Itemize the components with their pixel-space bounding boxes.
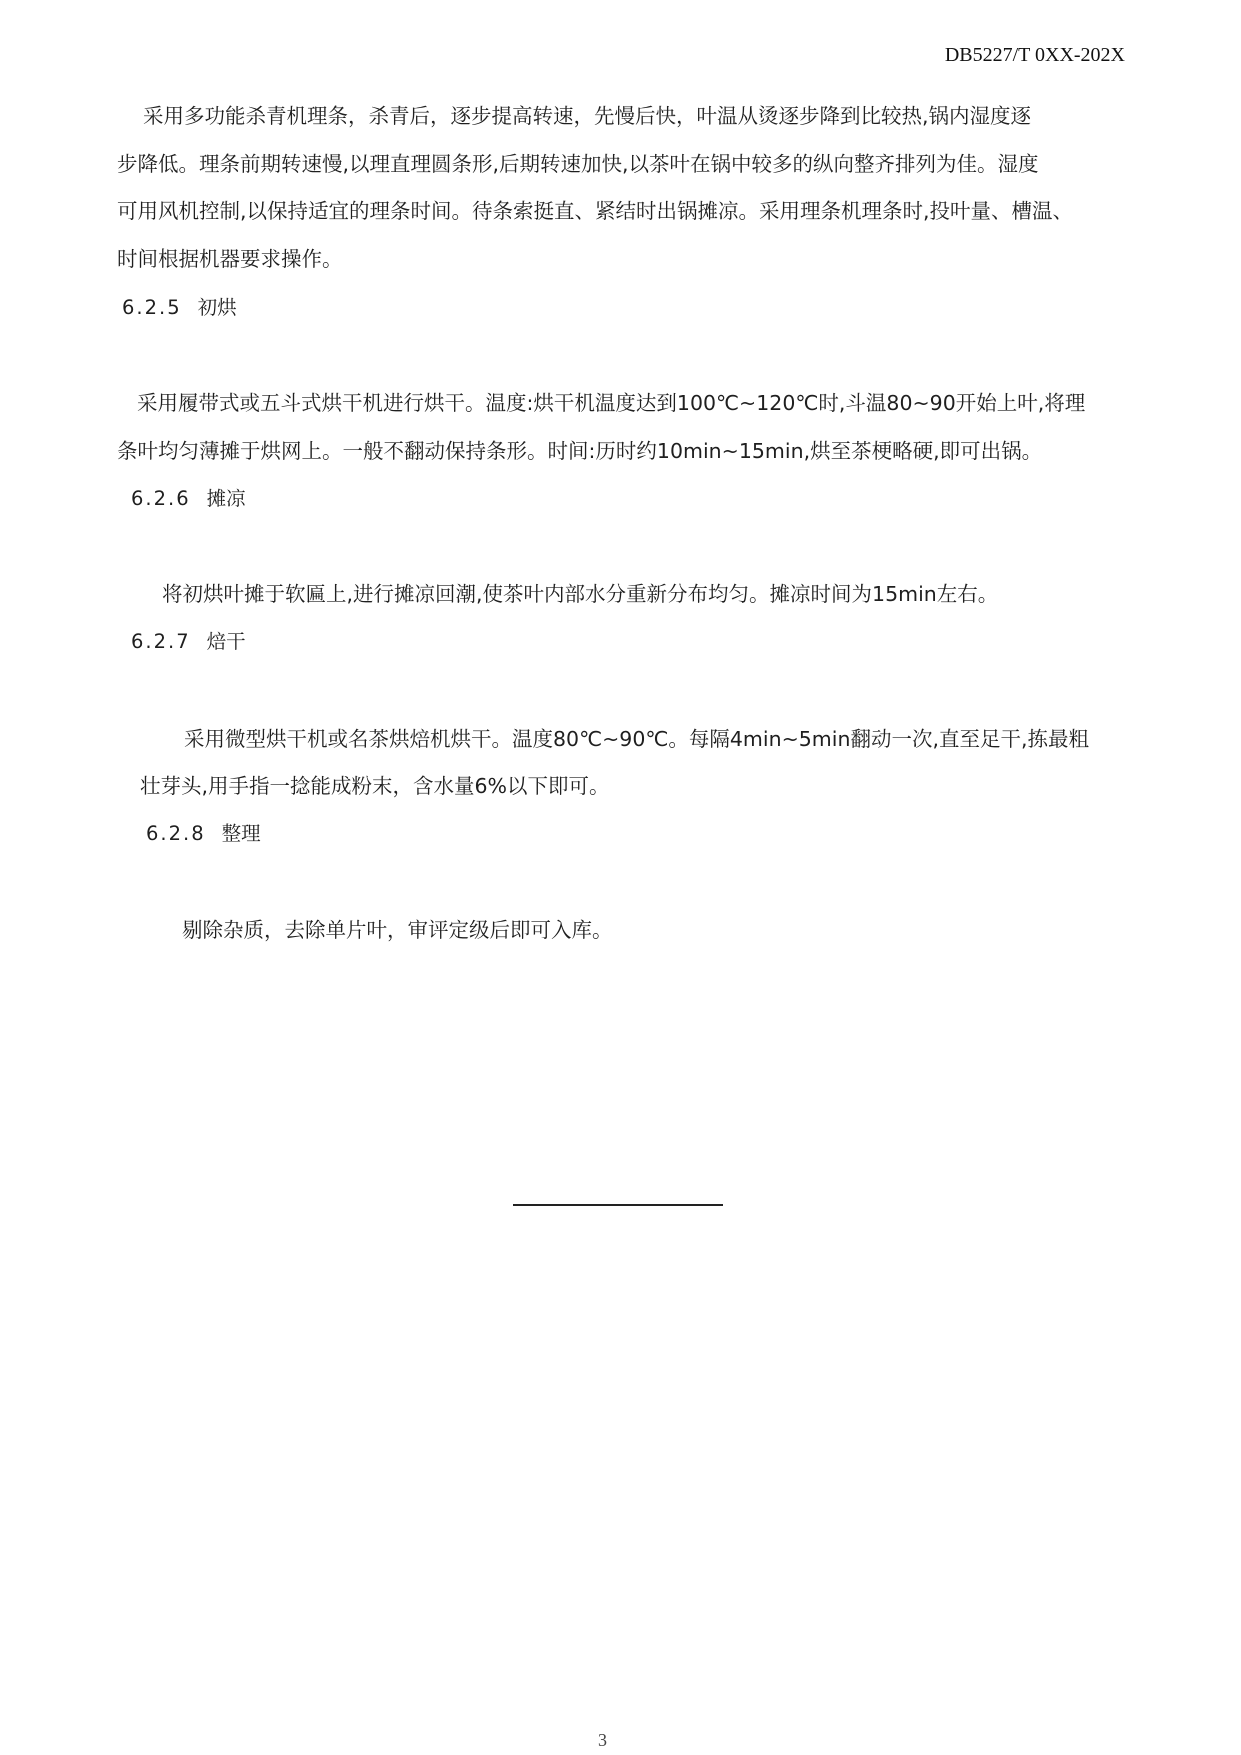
section-title: 初烘 [197,296,237,319]
paragraph-line: 将初烘叶摊于软匾上,进行摊凉回潮,使茶叶内部水分重新分布均匀。摊凉时间为15min左右。 [162,582,999,606]
section-title: 焙干 [206,630,246,653]
paragraph-line: 采用多功能杀青机理条，杀青后，逐步提高转速，先慢后快，叶温从烫逐步降到比较热,锅内湿度逐 [143,104,1032,128]
section-number: 6.2.6 [131,487,191,510]
section-title: 摊凉 [206,487,246,510]
section-number: 6.2.5 [122,296,182,319]
paragraph-line: 条叶均匀薄摊于烘网上。一般不翻动保持条形。时间:历时约10min~15min,烘至茶梗略硬,即可出锅。 [117,439,1043,463]
section-number: 6.2.7 [131,630,191,653]
section-heading-6-2-8 [146,821,261,847]
paragraph-line: 采用履带式或五斗式烘干机进行烘干。温度:烘干机温度达到100℃~120℃时,斗温80~90开始上叶,将理 [137,391,1086,415]
section-heading-6-2-7 [131,629,246,655]
paragraph-line: 采用微型烘干机或名茶烘焙机烘干。温度80℃~90℃。每隔4min~5min翻动一次,直至足干,拣最粗 [184,727,1090,751]
end-of-document-rule [513,1204,723,1206]
paragraph-line: 可用风机控制,以保持适宜的理条时间。待条索挺直、紧结时出锅摊凉。采用理条机理条时,投叶量、槽温、 [117,199,1074,223]
paragraph-line: 时间根据机器要求操作。 [117,247,343,271]
section-title: 整理 [221,822,261,845]
page-number: 3 [598,1730,607,1750]
document-code: DB5227/T 0XX-202X [944,44,1125,66]
section-heading-6-2-5 [122,295,237,321]
paragraph-line: 剔除杂质，去除单片叶，审评定级后即可入库。 [182,918,613,942]
section-number: 6.2.8 [146,822,206,845]
paragraph-line: 壮芽头,用手指一捻能成粉末，含水量6%以下即可。 [140,774,610,798]
paragraph-line: 步降低。理条前期转速慢,以理直理圆条形,后期转速加快,以茶叶在锅中较多的纵向整齐排列为佳。湿度 [117,152,1039,176]
section-heading-6-2-6 [131,486,246,512]
